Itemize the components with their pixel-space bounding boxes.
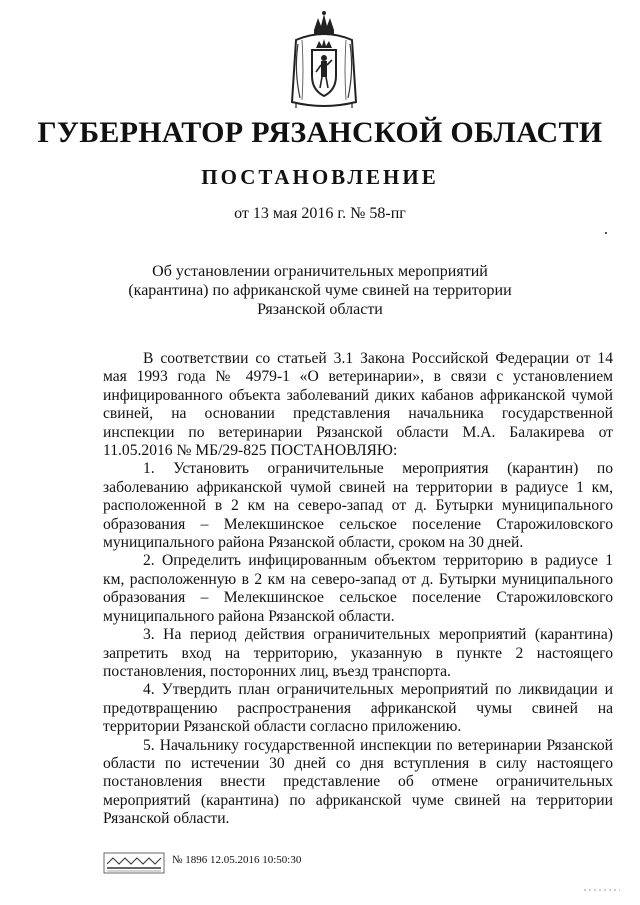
document-subject <box>0 262 640 319</box>
subject-line: Об установлении ограничительных мероприятий <box>152 263 488 280</box>
scan-artifact <box>582 886 622 894</box>
clause-4: 4. Утвердить план ограничительных мероприятий по ликвидации и предотвращению распространения африканской чумы свиней на территории Рязанской области согласно приложению. <box>103 681 613 736</box>
issuing-authority: ГУБЕРНАТОР РЯЗАНСКОЙ ОБЛАСТИ <box>37 116 603 149</box>
preamble-paragraph: В соответствии со статьей 3.1 Закона Российской Федерации от 14 мая 1993 года № 4979-1 «О ветеринарии», в связи с установлением инфицированного объекта заболеваний диких кабанов африканской чумой свиней, на основании представления начальника государственной инспекции по ветеринарии Рязанской области М.А. Балакирева от 11.05.2016 № МБ/29-825 ПОСТАНОВЛЯЮ: <box>103 350 613 460</box>
document-type: ПОСТАНОВЛЕНИЕ <box>201 165 439 189</box>
subject-line: (карантина) по африканской чуме свиней на территории <box>128 282 512 299</box>
clause-2: 2. Определить инфицированным объектом территорию в радиусе 1 км, расположенную в 2 км на северо-запад от д. Бутырки муниципального образования – Мелекшинское сельское поселение Старожиловского муниципального района Рязанской области. <box>103 552 613 625</box>
coat-of-arms-emblem <box>288 10 360 110</box>
document-body <box>103 350 613 829</box>
clause-5: 5. Начальнику государственной инспекции по ветеринарии Рязанской области по истечении 30 дней со дня вступления в силу настоящего постановления внести представление об отмене ограничительных мероприятий (карантина) по африканской чуме свиней на территории Рязанской области. <box>103 736 613 828</box>
registration-stamp-text: № 1896 12.05.2016 10:50:30 <box>172 854 302 866</box>
document-date-number: от 13 мая 2016 г. № 58-пг <box>234 205 406 222</box>
subject-line: Рязанской области <box>257 301 383 318</box>
scan-speck <box>605 232 607 234</box>
clause-1: 1. Установить ограничительные мероприятия (карантин) по заболеванию африканской чумой свиней на территории в радиусе 1 км, расположенной в 2 км на северо-запад от д. Бутырки муниципального образования – Мелекшинское сельское поселение Старожиловского муниципального района Рязанской области, сроком на 30 дней. <box>103 460 613 552</box>
registration-stamp-icon <box>103 852 165 874</box>
clause-3: 3. На период действия ограничительных мероприятий (карантина) запретить вход на территорию, указанную в пункте 2 настоящего постановления, посторонних лиц, въезд транспорта. <box>103 626 613 680</box>
